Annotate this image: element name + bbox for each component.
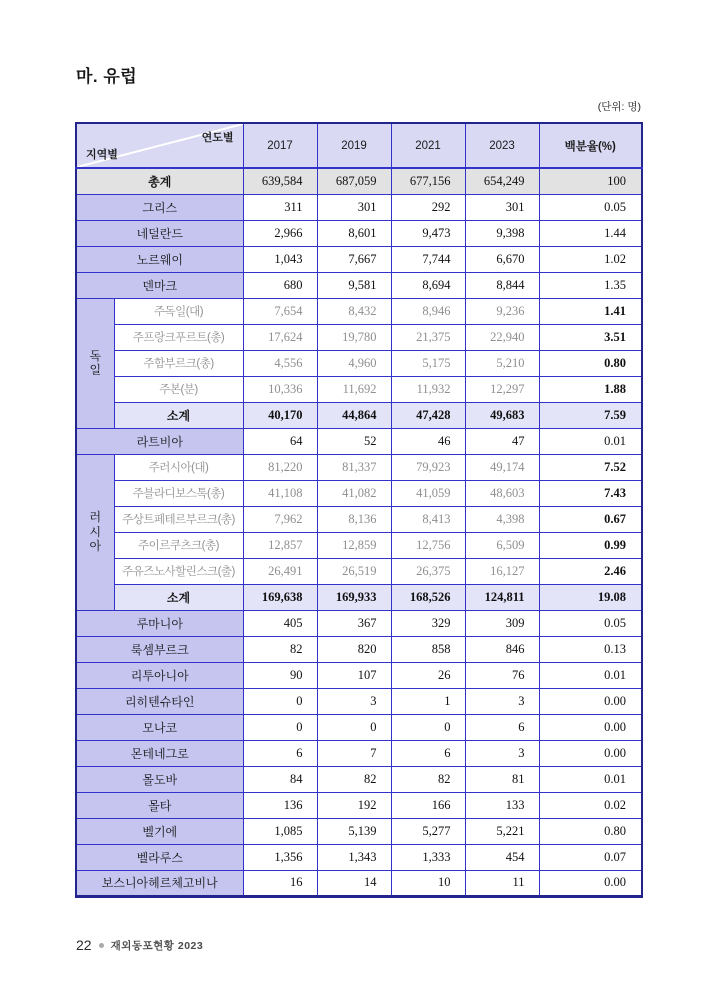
- subtotal-label-cell: 소계: [114, 402, 243, 428]
- percent-cell: 0.00: [539, 870, 642, 896]
- region-cell: 몰타: [76, 792, 243, 818]
- value-cell: 41,059: [391, 480, 465, 506]
- value-cell: 5,210: [465, 350, 539, 376]
- table-row: [76, 246, 642, 272]
- table-row: [76, 480, 642, 506]
- table-row: [76, 584, 642, 610]
- value-cell: 16: [243, 870, 317, 896]
- value-cell: 9,581: [317, 272, 391, 298]
- value-cell: 6: [465, 714, 539, 740]
- value-cell: 8,432: [317, 298, 391, 324]
- percent-cell: 1.41: [539, 298, 642, 324]
- value-cell: 1,043: [243, 246, 317, 272]
- value-cell: 687,059: [317, 168, 391, 194]
- value-cell: 9,236: [465, 298, 539, 324]
- value-cell: 7,962: [243, 506, 317, 532]
- sub-region-cell: 주블라디보스톡(총): [114, 480, 243, 506]
- region-cell: 그리스: [76, 194, 243, 220]
- value-cell: 12,756: [391, 532, 465, 558]
- percent-cell: 7.43: [539, 480, 642, 506]
- region-cell: 몰도바: [76, 766, 243, 792]
- percent-cell: 0.05: [539, 194, 642, 220]
- table-row: [76, 402, 642, 428]
- table-row: [76, 792, 642, 818]
- value-cell: 454: [465, 844, 539, 870]
- value-cell: 858: [391, 636, 465, 662]
- value-cell: 846: [465, 636, 539, 662]
- value-cell: 81,337: [317, 454, 391, 480]
- value-cell: 10: [391, 870, 465, 896]
- table-row: [76, 714, 642, 740]
- sub-region-cell: 주함부르크(총): [114, 350, 243, 376]
- value-cell: 7: [317, 740, 391, 766]
- table-row: [76, 558, 642, 584]
- region-cell: 덴마크: [76, 272, 243, 298]
- value-cell: 1: [391, 688, 465, 714]
- table-row: [76, 662, 642, 688]
- percent-cell: 100: [539, 168, 642, 194]
- value-cell: 21,375: [391, 324, 465, 350]
- value-cell: 169,638: [243, 584, 317, 610]
- value-cell: 11,692: [317, 376, 391, 402]
- value-cell: 7,667: [317, 246, 391, 272]
- value-cell: 8,946: [391, 298, 465, 324]
- percent-cell: 0.00: [539, 714, 642, 740]
- value-cell: 5,277: [391, 818, 465, 844]
- table-row: [76, 272, 642, 298]
- percent-cell: 3.51: [539, 324, 642, 350]
- percent-cell: 0.02: [539, 792, 642, 818]
- region-cell: 모나코: [76, 714, 243, 740]
- value-cell: 6: [243, 740, 317, 766]
- value-cell: 5,139: [317, 818, 391, 844]
- percent-cell: 1.88: [539, 376, 642, 402]
- table-row: [76, 610, 642, 636]
- table-row: [76, 298, 642, 324]
- sub-region-cell: 주상트페테르부르크(총): [114, 506, 243, 532]
- percent-cell: 0.99: [539, 532, 642, 558]
- column-header: 2021: [391, 123, 465, 168]
- value-cell: 22,940: [465, 324, 539, 350]
- value-cell: 10,336: [243, 376, 317, 402]
- value-cell: 7,744: [391, 246, 465, 272]
- value-cell: 46: [391, 428, 465, 454]
- percent-cell: 1.35: [539, 272, 642, 298]
- value-cell: 8,844: [465, 272, 539, 298]
- subtotal-label-cell: 소계: [114, 584, 243, 610]
- region-cell: 보스니아헤르체고비나: [76, 870, 243, 896]
- value-cell: 0: [317, 714, 391, 740]
- value-cell: 49,174: [465, 454, 539, 480]
- value-cell: 79,923: [391, 454, 465, 480]
- value-cell: 11: [465, 870, 539, 896]
- value-cell: 6,670: [465, 246, 539, 272]
- value-cell: 44,864: [317, 402, 391, 428]
- value-cell: 8,601: [317, 220, 391, 246]
- value-cell: 41,108: [243, 480, 317, 506]
- table-row: [76, 818, 642, 844]
- value-cell: 7,654: [243, 298, 317, 324]
- value-cell: 26,519: [317, 558, 391, 584]
- value-cell: 81,220: [243, 454, 317, 480]
- table-row: [76, 870, 642, 896]
- value-cell: 49,683: [465, 402, 539, 428]
- value-cell: 26: [391, 662, 465, 688]
- value-cell: 8,694: [391, 272, 465, 298]
- value-cell: 136: [243, 792, 317, 818]
- value-cell: 11,932: [391, 376, 465, 402]
- table-row: [76, 324, 642, 350]
- region-cell: 라트비아: [76, 428, 243, 454]
- percent-cell: 0.05: [539, 610, 642, 636]
- value-cell: 47,428: [391, 402, 465, 428]
- value-cell: 40,170: [243, 402, 317, 428]
- page-number: 22: [76, 937, 92, 953]
- value-cell: 82: [317, 766, 391, 792]
- table-row: [76, 350, 642, 376]
- value-cell: 107: [317, 662, 391, 688]
- value-cell: 6: [391, 740, 465, 766]
- sub-region-cell: 주러시아(대): [114, 454, 243, 480]
- percent-cell: 7.52: [539, 454, 642, 480]
- percent-cell: 1.44: [539, 220, 642, 246]
- region-cell: 몬테네그로: [76, 740, 243, 766]
- table-row: [76, 194, 642, 220]
- table-row: [76, 376, 642, 402]
- column-header: 2023: [465, 123, 539, 168]
- value-cell: 1,085: [243, 818, 317, 844]
- percent-cell: 1.02: [539, 246, 642, 272]
- percent-cell: 0.07: [539, 844, 642, 870]
- column-header: 백분율(%): [539, 123, 642, 168]
- value-cell: 166: [391, 792, 465, 818]
- value-cell: 1,333: [391, 844, 465, 870]
- unit-label: (단위: 명): [597, 101, 641, 113]
- value-cell: 3: [317, 688, 391, 714]
- page-title: 마. 유럽: [76, 67, 138, 86]
- region-cell: 루마니아: [76, 610, 243, 636]
- group-cell: 독 일: [76, 298, 114, 428]
- table-row: [76, 532, 642, 558]
- value-cell: 1,356: [243, 844, 317, 870]
- column-header: 2017: [243, 123, 317, 168]
- value-cell: 52: [317, 428, 391, 454]
- percent-cell: 0.01: [539, 428, 642, 454]
- table-row: [76, 506, 642, 532]
- value-cell: 820: [317, 636, 391, 662]
- table-row: [76, 740, 642, 766]
- column-header: 2019: [317, 123, 391, 168]
- value-cell: 82: [391, 766, 465, 792]
- region-cell: 리히텐슈타인: [76, 688, 243, 714]
- value-cell: 0: [243, 688, 317, 714]
- region-cell: 네덜란드: [76, 220, 243, 246]
- value-cell: 405: [243, 610, 317, 636]
- percent-cell: 0.80: [539, 818, 642, 844]
- value-cell: 654,249: [465, 168, 539, 194]
- table-body: [76, 168, 642, 896]
- value-cell: 16,127: [465, 558, 539, 584]
- region-cell: 벨기에: [76, 818, 243, 844]
- table-row: [76, 844, 642, 870]
- footer-doc-title: 재외동포현황 2023: [110, 939, 204, 952]
- value-cell: 309: [465, 610, 539, 636]
- value-cell: 3: [465, 740, 539, 766]
- value-cell: 292: [391, 194, 465, 220]
- value-cell: 4,556: [243, 350, 317, 376]
- value-cell: 81: [465, 766, 539, 792]
- footer-dot-icon: [99, 943, 104, 948]
- header-row: [76, 123, 642, 168]
- value-cell: 17,624: [243, 324, 317, 350]
- percent-cell: 0.80: [539, 350, 642, 376]
- sub-region-cell: 주프랑크푸르트(총): [114, 324, 243, 350]
- value-cell: 311: [243, 194, 317, 220]
- value-cell: 9,398: [465, 220, 539, 246]
- value-cell: 0: [391, 714, 465, 740]
- percent-cell: 0.13: [539, 636, 642, 662]
- region-cell: 리투아니아: [76, 662, 243, 688]
- value-cell: 4,398: [465, 506, 539, 532]
- value-cell: 2,966: [243, 220, 317, 246]
- value-cell: 12,857: [243, 532, 317, 558]
- value-cell: 192: [317, 792, 391, 818]
- corner-cell: [76, 123, 243, 168]
- percent-cell: 0.01: [539, 766, 642, 792]
- value-cell: 12,297: [465, 376, 539, 402]
- value-cell: 26,491: [243, 558, 317, 584]
- value-cell: 169,933: [317, 584, 391, 610]
- value-cell: 26,375: [391, 558, 465, 584]
- percent-cell: 0.67: [539, 506, 642, 532]
- region-cell: 총계: [76, 168, 243, 194]
- year-axis-label: 연도별: [201, 132, 234, 144]
- value-cell: 41,082: [317, 480, 391, 506]
- sub-region-cell: 주독일(대): [114, 298, 243, 324]
- value-cell: 124,811: [465, 584, 539, 610]
- page-footer: [76, 937, 203, 953]
- value-cell: 48,603: [465, 480, 539, 506]
- sub-region-cell: 주본(분): [114, 376, 243, 402]
- table-row: [76, 766, 642, 792]
- value-cell: 84: [243, 766, 317, 792]
- region-cell: 노르웨이: [76, 246, 243, 272]
- value-cell: 90: [243, 662, 317, 688]
- value-cell: 76: [465, 662, 539, 688]
- percent-cell: 0.00: [539, 740, 642, 766]
- value-cell: 8,413: [391, 506, 465, 532]
- percent-cell: 0.00: [539, 688, 642, 714]
- value-cell: 301: [317, 194, 391, 220]
- table-row: [76, 454, 642, 480]
- value-cell: 168,526: [391, 584, 465, 610]
- value-cell: 639,584: [243, 168, 317, 194]
- value-cell: 133: [465, 792, 539, 818]
- region-cell: 벨라루스: [76, 844, 243, 870]
- value-cell: 6,509: [465, 532, 539, 558]
- table-row: [76, 168, 642, 194]
- table-row: [76, 220, 642, 246]
- sub-region-cell: 주이르쿠츠크(총): [114, 532, 243, 558]
- percent-cell: 2.46: [539, 558, 642, 584]
- table-row: [76, 636, 642, 662]
- value-cell: 680: [243, 272, 317, 298]
- percent-cell: 7.59: [539, 402, 642, 428]
- table-row: [76, 688, 642, 714]
- percent-cell: 19.08: [539, 584, 642, 610]
- value-cell: 14: [317, 870, 391, 896]
- value-cell: 329: [391, 610, 465, 636]
- value-cell: 677,156: [391, 168, 465, 194]
- value-cell: 8,136: [317, 506, 391, 532]
- table-row: [76, 428, 642, 454]
- value-cell: 301: [465, 194, 539, 220]
- value-cell: 5,175: [391, 350, 465, 376]
- value-cell: 19,780: [317, 324, 391, 350]
- value-cell: 1,343: [317, 844, 391, 870]
- group-cell: 러 시 아: [76, 454, 114, 610]
- value-cell: 0: [243, 714, 317, 740]
- sub-region-cell: 주유즈노사할린스크(출): [114, 558, 243, 584]
- value-cell: 367: [317, 610, 391, 636]
- value-cell: 64: [243, 428, 317, 454]
- value-cell: 4,960: [317, 350, 391, 376]
- value-cell: 82: [243, 636, 317, 662]
- value-cell: 9,473: [391, 220, 465, 246]
- value-cell: 3: [465, 688, 539, 714]
- value-cell: 12,859: [317, 532, 391, 558]
- europe-statistics-table: [75, 122, 643, 898]
- percent-cell: 0.01: [539, 662, 642, 688]
- value-cell: 5,221: [465, 818, 539, 844]
- region-cell: 룩셈부르크: [76, 636, 243, 662]
- region-axis-label: 지역별: [86, 149, 118, 161]
- value-cell: 47: [465, 428, 539, 454]
